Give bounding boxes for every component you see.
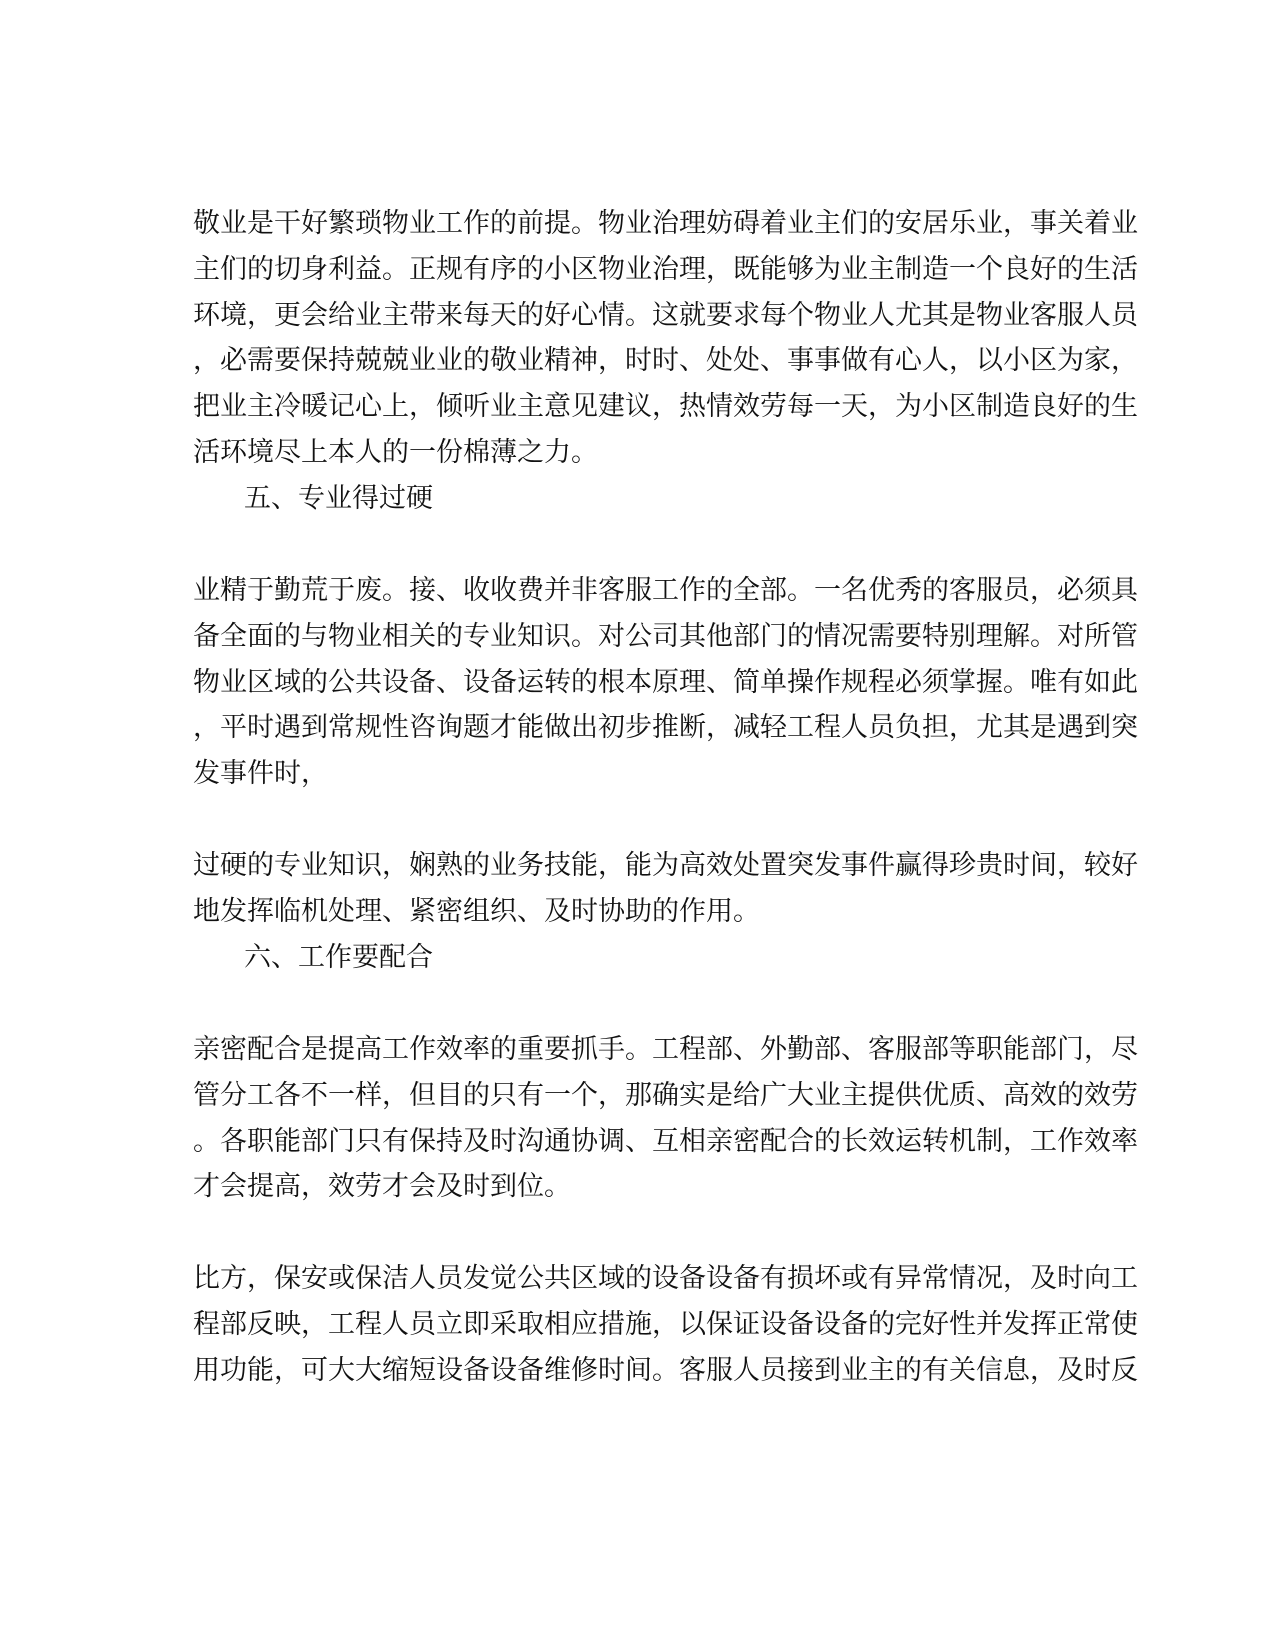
paragraph-line: 环境，更会给业主带来每天的好心情。这就要求每个物业人尤其是物业客服人员 [193,300,1138,331]
paragraph-line: 把业主冷暖记心上，倾听业主意见建议，热情效劳每一天，为小区制造良好的生 [193,391,1138,422]
paragraph-line: 地发挥临机处理、紧密组织、及时协助的作用。 [193,896,760,927]
paragraph-line: 物业区域的公共设备、设备运转的根本原理、简单操作规程必须掌握。唯有如此 [193,667,1138,698]
paragraph-line: 。各职能部门只有保持及时沟通协调、互相亲密配合的长效运转机制，工作效率 [193,1126,1138,1157]
paragraph-line: 业精于勤荒于废。接、收收费并非客服工作的全部。一名优秀的客服员，必须具 [193,575,1138,606]
paragraph-line: 程部反映，工程人员立即采取相应措施，以保证设备设备的完好性并发挥正常使 [193,1309,1138,1340]
paragraph-line: 管分工各不一样，但目的只有一个，那确实是给广大业主提供优质、高效的效劳 [193,1080,1138,1111]
section-heading-5: 五、专业得过硬 [244,483,433,514]
paragraph-line: 发事件时， [193,758,328,789]
paragraph-line: ，平时遇到常规性咨询题才能做出初步推断，减轻工程人员负担，尤其是遇到突 [193,712,1138,743]
paragraph-line: 主们的切身利益。正规有序的小区物业治理，既能够为业主制造一个良好的生活 [193,254,1138,285]
paragraph-line: ，必需要保持兢兢业业的敬业精神，时时、处处、事事做有心人，以小区为家， [193,345,1138,376]
paragraph-line: 亲密配合是提高工作效率的重要抓手。工程部、外勤部、客服部等职能部门，尽 [193,1034,1138,1065]
paragraph-line: 活环境尽上本人的一份棉薄之力。 [193,437,598,468]
section-heading-6: 六、工作要配合 [244,942,433,973]
paragraph-line: 敬业是干好繁琐物业工作的前提。物业治理妨碍着业主们的安居乐业，事关着业 [193,208,1138,239]
paragraph-line: 比方，保安或保洁人员发觉公共区域的设备设备有损坏或有异常情况，及时向工 [193,1263,1138,1294]
paragraph-line: 才会提高，效劳才会及时到位。 [193,1171,571,1202]
paragraph-line: 用功能，可大大缩短设备设备维修时间。客服人员接到业主的有关信息，及时反 [193,1355,1138,1386]
paragraph-line: 备全面的与物业相关的专业知识。对公司其他部门的情况需要特别理解。对所管 [193,621,1138,652]
paragraph-line: 过硬的专业知识，娴熟的业务技能，能为高效处置突发事件赢得珍贵时间，较好 [193,850,1138,881]
